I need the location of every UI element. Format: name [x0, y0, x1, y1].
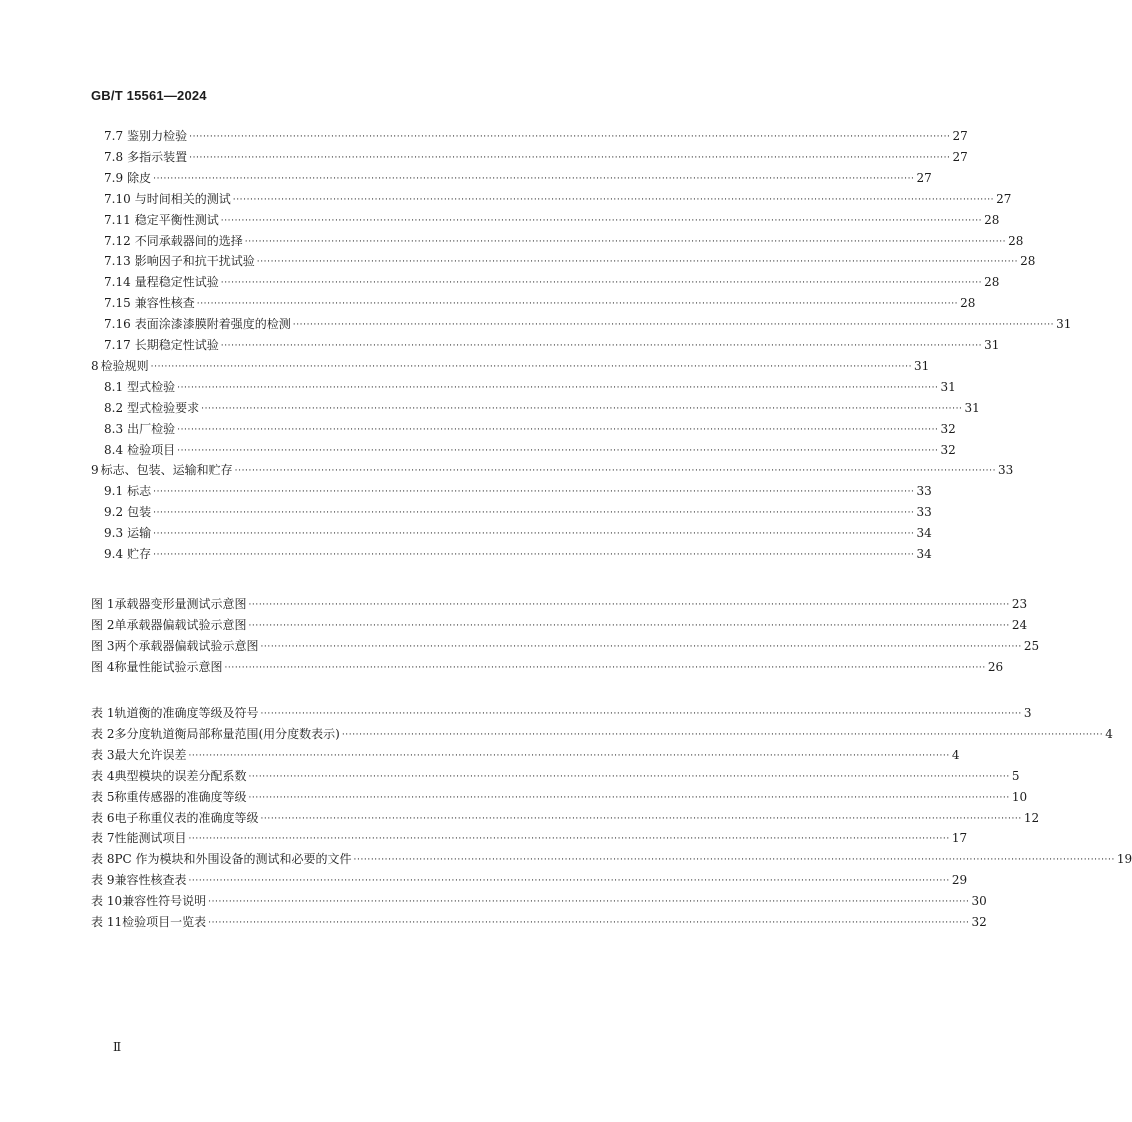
toc-leader-dots: ···························································································································································································································· — [232, 194, 995, 205]
toc-entry-number: 表 11 — [91, 915, 123, 929]
figure-list-entry[interactable] — [91, 634, 1040, 654]
toc-entry-page: 27 — [996, 191, 1012, 206]
toc-leader-dots: ···························································································································································································································· — [260, 813, 1022, 824]
figure-list-entry[interactable] — [91, 592, 1028, 612]
toc-entry-title: 单承载器偏载试验示意图 — [114, 617, 247, 632]
toc-entry-title: 除皮 — [127, 170, 152, 185]
toc-entry[interactable] — [104, 500, 932, 520]
toc-entry[interactable] — [104, 542, 932, 562]
toc-entry-page: 29 — [951, 873, 968, 888]
toc-entry-page: 32 — [940, 421, 956, 436]
toc-entry[interactable] — [104, 145, 968, 165]
toc-leader-dots: ···························································································································································································································· — [220, 215, 983, 226]
table-list-entry[interactable] — [91, 785, 1028, 805]
toc-entry-page: 12 — [1023, 810, 1040, 825]
toc-leader-dots: ···························································································································································································································· — [177, 382, 939, 393]
toc-entry-page: 31 — [940, 379, 956, 394]
toc-entry[interactable] — [104, 333, 1000, 353]
toc-entry-title: 表面涂漆漆膜附着强度的检测 — [134, 317, 291, 332]
toc-entry-title: 运输 — [127, 526, 152, 541]
toc-leader-dots: ···························································································································································································································· — [248, 620, 1010, 631]
toc-entry-title: 量程稳定性试验 — [134, 275, 219, 290]
toc-entry-title: 兼容性核查 — [134, 296, 195, 311]
toc-entry-title: 型式检验 — [127, 379, 176, 394]
toc-entry[interactable] — [104, 438, 956, 458]
toc-entry-number: 9.2 — [104, 505, 124, 520]
toc-entry-page: 31 — [964, 400, 980, 415]
toc-entry[interactable] — [104, 270, 1000, 290]
toc-entry-number: 8 — [91, 358, 99, 373]
table-list-entry[interactable] — [91, 722, 1113, 742]
toc-entry-title: 包装 — [127, 505, 152, 520]
toc-leader-dots: ···························································································································································································································· — [153, 487, 915, 498]
toc-entry-title: 与时间相关的测试 — [134, 191, 231, 206]
toc-entry-number: 表 5 — [91, 789, 115, 804]
toc-entry[interactable] — [91, 458, 1014, 478]
toc-entry-number: 7.16 — [104, 317, 131, 332]
toc-entry-title: 检验规则 — [100, 358, 149, 373]
toc-leader-dots: ···························································································································································································································· — [248, 792, 1010, 803]
toc-leader-dots: ···························································································································································································································· — [260, 709, 1022, 719]
toc-entry-number: 9.4 — [104, 547, 124, 561]
toc-entry-page: 28 — [1008, 233, 1024, 248]
toc-leader-dots: ···························································································································································································································· — [220, 278, 983, 289]
table-list-entry[interactable] — [91, 806, 1040, 826]
toc-entry-number: 7.10 — [104, 191, 131, 206]
toc-entry[interactable] — [104, 375, 956, 395]
toc-entry-page: 4 — [951, 747, 960, 762]
table-list-entry[interactable] — [91, 910, 987, 930]
toc-entry-page: 28 — [984, 212, 1000, 227]
toc-leader-dots: ···························································································································································································································· — [153, 173, 915, 184]
toc-entry-title: 检验项目 — [127, 442, 176, 457]
toc-leader-dots: ···························································································································································································································· — [177, 424, 939, 435]
toc-leader-dots: ···························································································································································································································· — [244, 236, 1007, 247]
toc-entry-number: 图 3 — [91, 638, 115, 653]
toc-entry-title: 贮存 — [127, 547, 152, 561]
toc-entry-number: 9.1 — [104, 484, 124, 499]
toc-entry-title: 最大允许误差 — [114, 747, 187, 762]
toc-entry-title: 长期稳定性试验 — [134, 338, 219, 352]
toc-entry[interactable] — [104, 312, 1072, 332]
toc-entry[interactable] — [104, 521, 932, 541]
toc-leader-dots: ···························································································································································································································· — [150, 361, 913, 372]
toc-leader-dots: ···························································································································································································································· — [153, 550, 915, 560]
toc-entry-title: 性能测试项目 — [114, 831, 187, 846]
toc-leader-dots: ···························································································································································································································· — [234, 466, 997, 477]
toc-entry-number: 7.7 — [104, 129, 124, 143]
toc-entry-page: 4 — [1105, 726, 1113, 741]
toc-entry-page: 32 — [971, 915, 987, 929]
toc-entry[interactable] — [104, 291, 976, 311]
toc-entry-page: 28 — [1020, 254, 1036, 269]
toc-entry-title: 电子称重仪表的准确度等级 — [114, 810, 259, 825]
toc-leader-dots: ···························································································································································································································· — [248, 771, 1010, 782]
toc-entry-page: 25 — [1023, 638, 1040, 653]
toc-entry-page: 26 — [987, 659, 1004, 674]
toc-entry-number: 7.15 — [104, 296, 131, 311]
toc-entry-page: 10 — [1011, 789, 1028, 804]
toc-entry-number: 7.17 — [104, 338, 131, 352]
toc-entry-number: 图 2 — [91, 617, 115, 632]
toc-entry-number: 表 3 — [91, 747, 115, 762]
toc-entry-title: 典型模块的误差分配系数 — [114, 768, 247, 783]
toc-leader-dots: ···························································································································································································································· — [153, 508, 915, 519]
toc-entry-page: 32 — [940, 442, 956, 457]
toc-entry-page: 31 — [914, 358, 930, 373]
toc-entry-page: 23 — [1011, 597, 1028, 611]
toc-entry-page: 31 — [984, 338, 1000, 352]
toc-entry[interactable] — [104, 417, 956, 437]
table-list-entry[interactable] — [91, 826, 968, 846]
toc-entry-number: 8.3 — [104, 421, 124, 436]
toc-entry-number: 7.11 — [104, 212, 131, 227]
table-list-entry[interactable] — [91, 847, 1132, 867]
toc-entry-number: 7.13 — [104, 254, 131, 269]
toc-entry[interactable] — [104, 249, 1036, 269]
toc-entry-page: 19 — [1116, 852, 1132, 867]
table-list-entry[interactable] — [91, 743, 960, 763]
toc-entry-title: 不同承载器间的选择 — [134, 233, 243, 248]
toc-entry-page: 33 — [916, 505, 932, 520]
toc-entry[interactable] — [104, 208, 1000, 228]
toc-entry-number: 表 2 — [91, 726, 115, 741]
toc-entry[interactable] — [91, 354, 930, 374]
toc-entry[interactable] — [104, 166, 932, 186]
toc-entry-title: 标志 — [127, 484, 152, 499]
toc-entry[interactable] — [104, 396, 980, 416]
toc-entry-page: 33 — [916, 484, 932, 499]
toc-entry-number: 7.14 — [104, 275, 131, 290]
toc-leader-dots: ···························································································································································································································· — [196, 299, 959, 310]
toc-entry-number: 8.1 — [104, 379, 124, 394]
toc-entry-page: 17 — [951, 831, 968, 846]
table-list-entry[interactable] — [91, 701, 1032, 721]
toc-leader-dots: ···························································································································································································································· — [208, 918, 970, 928]
toc-leader-dots: ···························································································································································································································· — [353, 855, 1115, 866]
toc-leader-dots: ···························································································································································································································· — [248, 600, 1010, 610]
toc-entry-page: 24 — [1011, 617, 1028, 632]
toc-leader-dots: ···························································································································································································································· — [188, 876, 950, 887]
toc-entry-page: 31 — [1056, 317, 1072, 332]
toc-leader-dots: ···························································································································································································································· — [177, 445, 939, 456]
toc-entry-number: 9.3 — [104, 526, 124, 541]
toc-leader-dots: ···························································································································································································································· — [208, 897, 970, 908]
page-folio: Ⅱ — [113, 1040, 122, 1054]
toc-leader-dots: ···························································································································································································································· — [153, 529, 915, 540]
toc-entry-number: 7.8 — [104, 149, 124, 164]
table-list-entry[interactable] — [91, 889, 987, 909]
toc-leader-dots: ···························································································································································································································· — [189, 132, 951, 142]
toc-entry-title: PC 作为模块和外围设备的测试和必要的文件 — [114, 852, 352, 867]
toc-entry-number: 7.9 — [104, 170, 124, 185]
toc-entry-title: 稳定平衡性测试 — [134, 212, 219, 227]
toc-leader-dots: ···························································································································································································································· — [188, 834, 950, 845]
toc-entry-title: 影响因子和抗干扰试验 — [134, 254, 255, 269]
toc-entry-title: 承载器变形量测试示意图 — [114, 597, 247, 611]
toc-entry-number: 表 4 — [91, 768, 115, 783]
toc-entry-page: 27 — [952, 129, 968, 143]
toc-entry-number: 表 6 — [91, 810, 115, 825]
toc-entry-number: 表 10 — [91, 894, 123, 909]
toc-entry-title: 检验项目一览表 — [122, 915, 207, 929]
toc-entry-title: 型式检验要求 — [127, 400, 200, 415]
toc-entry-page: 5 — [1011, 768, 1020, 783]
toc-entry-title: 兼容性核查表 — [114, 873, 187, 888]
toc-entry-page: 27 — [916, 170, 932, 185]
table-list-entry[interactable] — [91, 868, 968, 888]
toc-leader-dots: ···························································································································································································································· — [224, 662, 986, 673]
toc-entry-page: 34 — [916, 547, 932, 561]
toc-entry[interactable] — [104, 124, 968, 144]
toc-entry-title: 出厂检验 — [127, 421, 176, 436]
toc-entry-number: 9 — [91, 463, 99, 478]
toc-entry-number: 表 8 — [91, 852, 115, 867]
toc-entry-number: 表 1 — [91, 706, 115, 720]
toc-entry-title: 两个承载器偏载试验示意图 — [114, 638, 259, 653]
figure-list-entry[interactable] — [91, 655, 1004, 675]
toc-entry-page: 3 — [1023, 706, 1032, 720]
toc-leader-dots: ···························································································································································································································· — [188, 750, 950, 761]
toc-entry-page: 34 — [916, 526, 932, 541]
figure-list-entry[interactable] — [91, 613, 1028, 633]
toc-entry[interactable] — [104, 187, 1012, 207]
toc-leader-dots: ···························································································································································································································· — [220, 341, 983, 351]
standard-code-header: GB/T 15561—2024 — [91, 88, 207, 103]
toc-entry-number: 8.4 — [104, 442, 124, 457]
toc-entry-title: 称量性能试验示意图 — [114, 659, 223, 674]
toc-entry-number: 7.12 — [104, 233, 131, 248]
toc-entry[interactable] — [104, 479, 932, 499]
table-list-entry[interactable] — [91, 764, 1020, 784]
toc-leader-dots: ···························································································································································································································· — [292, 320, 1055, 331]
toc-entry[interactable] — [104, 229, 1024, 249]
toc-leader-dots: ···························································································································································································································· — [189, 152, 951, 163]
toc-entry-title: 多分度轨道衡局部称量范围(用分度数表示) — [114, 726, 340, 741]
toc-entry-number: 表 7 — [91, 831, 115, 846]
toc-entry-title: 轨道衡的准确度等级及符号 — [114, 706, 259, 720]
toc-entry-title: 鉴别力检验 — [127, 129, 188, 143]
toc-entry-title: 称重传感器的准确度等级 — [114, 789, 247, 804]
toc-entry-title: 兼容性符号说明 — [122, 894, 207, 909]
toc-leader-dots: ···························································································································································································································· — [256, 257, 1019, 268]
toc-entry-number: 表 9 — [91, 873, 115, 888]
toc-entry-number: 8.2 — [104, 400, 124, 415]
toc-leader-dots: ···························································································································································································································· — [201, 403, 963, 414]
toc-entry-title: 多指示装置 — [127, 149, 188, 164]
toc-leader-dots: ···························································································································································································································· — [341, 729, 1104, 740]
toc-entry-page: 28 — [960, 296, 976, 311]
toc-entry-title: 标志、包装、运输和贮存 — [100, 463, 233, 478]
toc-entry-number: 图 1 — [91, 597, 115, 611]
toc-leader-dots: ···························································································································································································································· — [260, 641, 1022, 652]
toc-entry-number: 图 4 — [91, 659, 115, 674]
toc-entry-page: 33 — [998, 463, 1014, 478]
toc-entry-page: 30 — [971, 894, 987, 909]
toc-entry-page: 28 — [984, 275, 1000, 290]
toc-entry-page: 27 — [952, 149, 968, 164]
